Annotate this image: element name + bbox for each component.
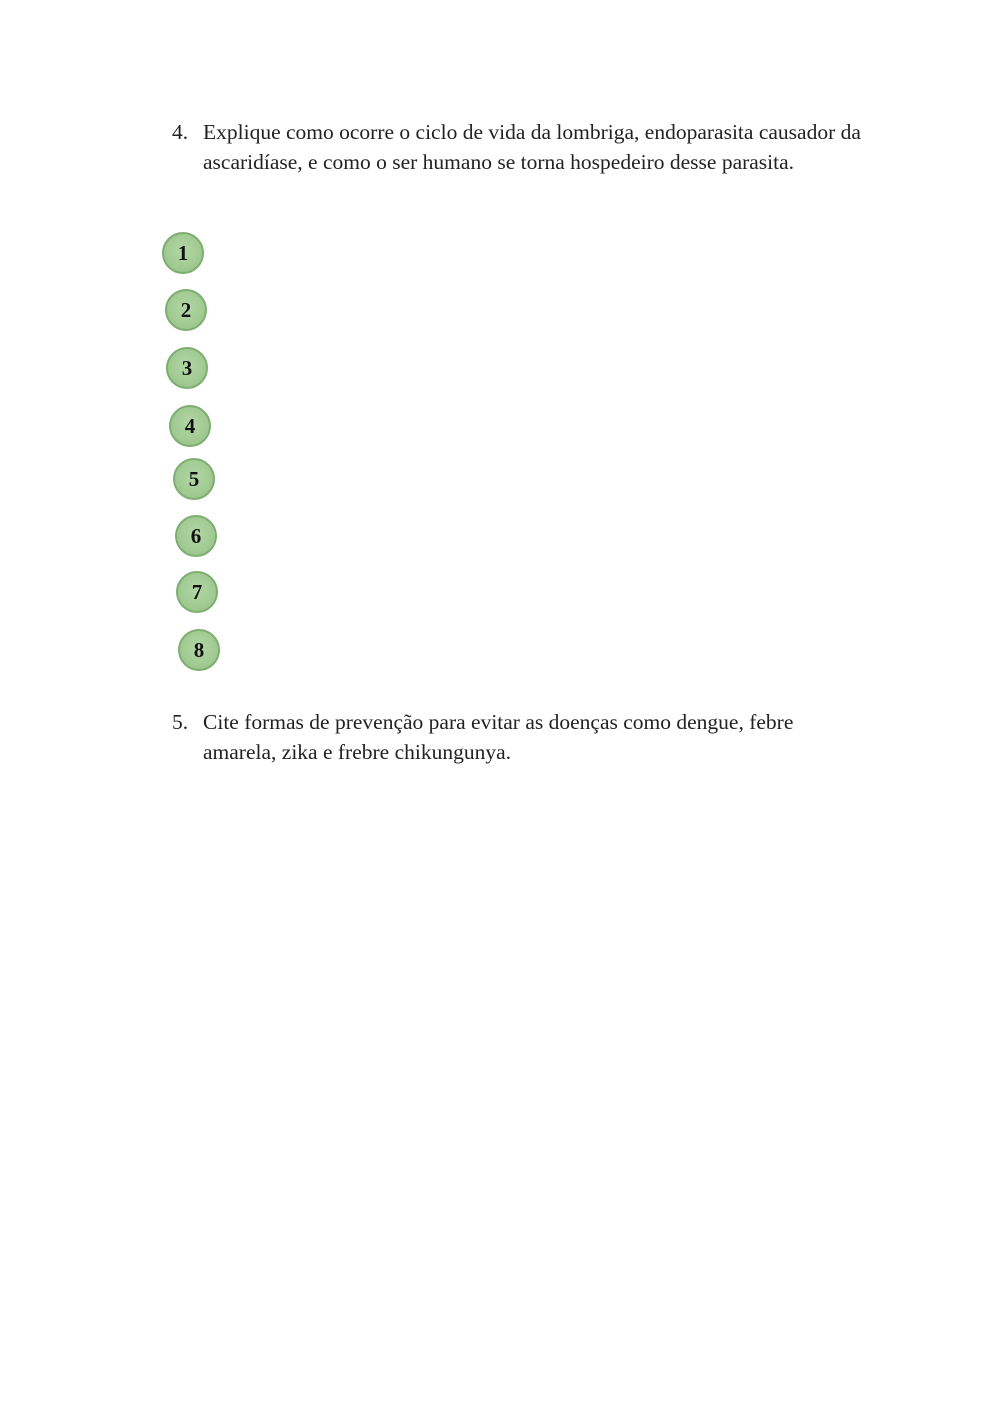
step-circle-7[interactable]: 7: [176, 571, 218, 613]
step-circle-4[interactable]: 4: [169, 405, 211, 447]
question-4: [172, 117, 872, 177]
step-circle-6[interactable]: 6: [175, 515, 217, 557]
step-circle-1[interactable]: 1: [162, 232, 204, 274]
step-circle-5[interactable]: 5: [173, 458, 215, 500]
question-5: [172, 707, 872, 767]
question-text: Cite formas de prevenção para evitar as doenças como dengue, febre amarela, zika e frebre chikungunya.: [203, 710, 794, 764]
step-circle-3[interactable]: 3: [166, 347, 208, 389]
question-text: Explique como ocorre o ciclo de vida da lombriga, endoparasita causador da ascaridíase, e como o ser humano se torna hospedeiro desse parasita.: [203, 120, 861, 174]
question-number: 5.: [172, 710, 189, 734]
step-circle-2[interactable]: 2: [165, 289, 207, 331]
question-number: 4.: [172, 120, 189, 144]
step-circle-8[interactable]: 8: [178, 629, 220, 671]
